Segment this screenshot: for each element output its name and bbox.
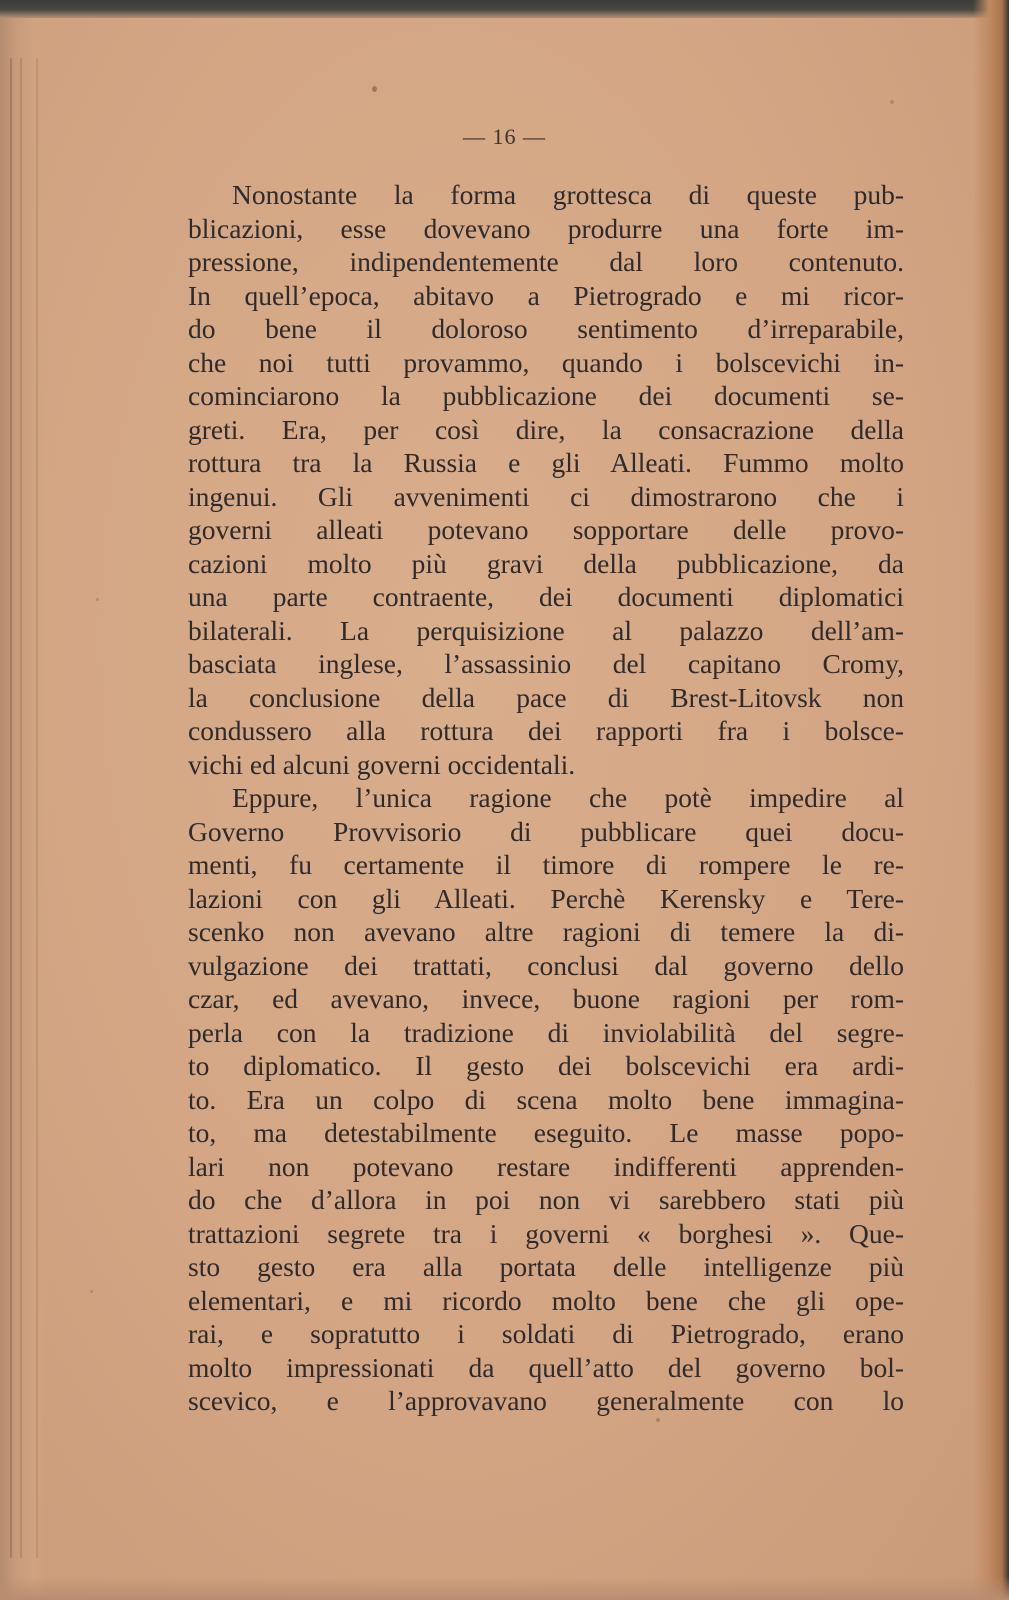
paper-speck [656,1418,660,1422]
text-line: to, ma detestabilmente eseguito. Le masse popo- [188,1117,904,1148]
text-line: cazioni molto più gravi della pubblicazione, da [188,547,904,579]
text-line: sto gesto era alla portata delle intelligenze più [188,1251,904,1282]
page-top-edge [0,0,1009,18]
text-line: perla con la tradizione di inviolabilità del segre- [188,1016,904,1048]
text-line: czar, ed avevano, invece, buone ragioni per rom- [188,983,904,1014]
text-line: scevico, e l’approvavano generalmente con lo [188,1385,904,1416]
text-line: lari non potevano restare indifferenti apprenden- [188,1150,904,1182]
text-line: to. Era un colpo di scena molto bene immagina- [188,1083,904,1115]
text-line: elementari, e mi ricordo molto bene che gli ope- [188,1284,904,1316]
text-line: to diplomatico. Il gesto dei bolscevichi era ardi- [188,1050,904,1081]
text-line: scenko non avevano altre ragioni di temere la di- [188,916,904,947]
binding-crease [10,58,12,1558]
text-line: cominciarono la pubblicazione dei documenti se- [188,380,904,411]
paper-speck [890,100,894,104]
text-line: la conclusione della pace di Brest-Litovsk non [188,681,904,713]
page-number: — 16 — [463,124,546,149]
text-line: menti, fu certamente il timore di rompere le re- [188,849,904,880]
paper-speck [372,86,377,92]
text-line: Nonostante la forma grottesca di queste pub- [232,179,904,210]
text-line: governi alleati potevano sopportare delle provo- [188,514,904,545]
text-line: blicazioni, esse dovevano produrre una forte im- [188,212,904,244]
text-line: vichi ed alcuni governi occidentali. [188,748,576,780]
text-line: ingenui. Gli avvenimenti ci dimostrarono che i [188,480,904,512]
text-line: molto impressionati da quell’atto del governo bol- [188,1351,904,1383]
page-binding-edge [0,18,48,1600]
text-line: In quell’epoca, abitavo a Pietrogrado e mi ricor- [188,279,904,311]
text-line: Eppure, l’unica ragione che potè impedire al [232,782,904,813]
text-line: do che d’allora in poi non vi sarebbero stati più [188,1184,904,1215]
text-line: che noi tutti provammo, quando i bolscevichi in- [188,346,904,378]
page-right-edge [973,0,1009,1600]
text-line: Governo Provvisorio di pubblicare quei docu- [188,815,904,847]
text-line: basciata inglese, l’assassinio del capitano Cromy, [188,648,904,679]
text-line: lazioni con gli Alleati. Perchè Kerensky e Tere- [188,882,904,914]
paper-speck [90,1290,93,1293]
text-line: do bene il doloroso sentimento d’irreparabile, [188,313,904,344]
text-line: trattazioni segrete tra i governi « borghesi ». Que- [188,1217,904,1249]
binding-crease [36,58,38,1558]
text-line: condussero alla rottura dei rapporti fra i bolsce- [188,715,904,746]
paper-speck [96,598,99,601]
text-line: una parte contraente, dei documenti diplomatici [188,581,904,612]
text-line: vulgazione dei trattati, conclusi dal governo dello [188,949,904,981]
binding-crease [20,58,22,1558]
text-line: greti. Era, per così dire, la consacrazione della [188,413,904,445]
text-line: pressione, indipendentemente dal loro contenuto. [188,246,904,277]
text-line: rai, e sopratutto i soldati di Pietrogrado, erano [188,1318,904,1349]
text-line: rottura tra la Russia e gli Alleati. Fummo molto [188,447,904,478]
page-bottom-edge [0,1576,1009,1600]
text-line: bilaterali. La perquisizione al palazzo dell’am- [188,614,904,646]
body-text [188,178,904,1418]
